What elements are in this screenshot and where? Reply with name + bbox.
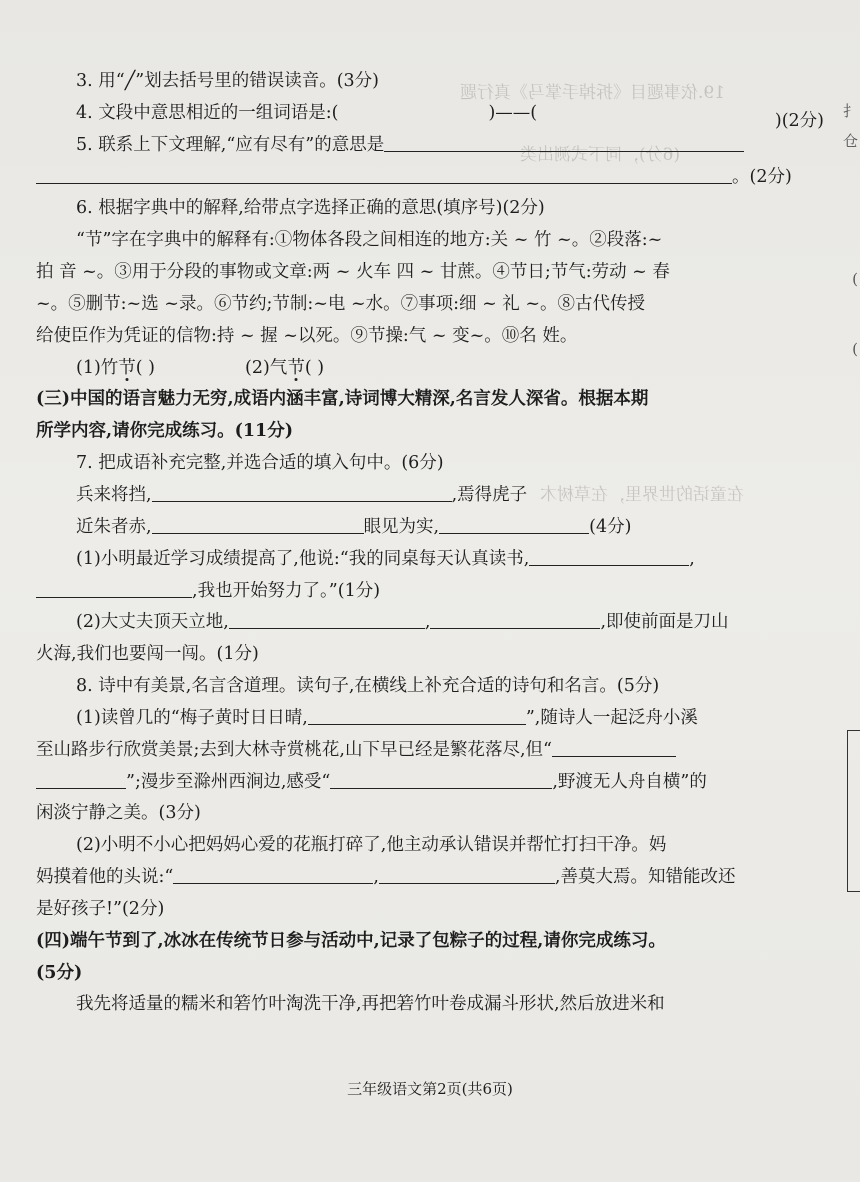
section-4-passage: 我先将适量的糯米和箬竹叶淘洗干净,再把箬竹叶卷成漏斗形状,然后放进米和	[76, 994, 665, 1015]
right-edge-bleed: 扌 仓 ( (	[846, 90, 860, 990]
q8: 8. 诗中有美景,名言含道理。读句子,在横线上补充合适的诗句和名言。(5分)	[76, 676, 660, 697]
q4: 4. 文段中意思相近的一组词语是:( )——( )(2分)	[76, 102, 824, 131]
q7-idiom-2: 近朱者赤, 眼见为实, (4分)	[36, 512, 824, 544]
q6-definitions-line4: 给使臣作为凭证的信物:持 ~ 握 ~以死。⑨节操:气 ~ 变~。⑩名 姓。	[36, 325, 578, 346]
q6: 6. 根据字典中的解释,给带点字选择正确的意思(填序号)(2分)	[76, 198, 545, 219]
answer-blank[interactable]	[430, 609, 600, 629]
q8-sub1-line3: ”;漫步至滁州西涧边,感受“ ,野渡无人舟自横”的	[36, 767, 824, 799]
q7-sub1-continuation: ,我也开始努力了。”(1分)	[36, 576, 824, 608]
answer-blank[interactable]	[384, 131, 744, 151]
answer-blank[interactable]	[173, 864, 373, 884]
q8-sub2-line3: 是好孩子!”(2分)	[36, 898, 165, 919]
answer-blank[interactable]	[529, 545, 689, 565]
q7-sub1: (1)小明最近学习成绩提高了,他说:“我的同桌每天认真读书, ,	[36, 544, 824, 576]
answer-blank[interactable]	[36, 163, 732, 183]
section-3-heading-line2: 所学内容,请你完成练习。(11分)	[36, 421, 294, 442]
q7: 7. 把成语补充完整,并选合适的填入句中。(6分)	[76, 453, 444, 474]
q8-sub1-line2: 至山路步行欣赏美景;去到大林寺赏桃花,山下早已经是繁花落尽,但“	[36, 735, 824, 767]
q6-definitions-line3: ~。⑤删节:~选 ~录。⑥节约;节制:~电 ~水。⑦事项:细 ~ 礼 ~。⑧古代传授	[36, 293, 646, 314]
q8-sub1-line4: 闲淡宁静之美。(3分)	[36, 803, 201, 824]
q7-sub2-continuation: 火海,我们也要闯一闯。(1分)	[36, 644, 259, 665]
bleed-through-text: (6分)，同下式测出类	[520, 145, 681, 165]
q5: 5. 联系上下文理解,“应有尽有”的意思是	[36, 130, 824, 162]
page-footer: 三年级语文第2页(共6页)	[347, 1080, 513, 1098]
bleed-through-text: 19.依事题目《拆掉手掌马》真行题	[460, 83, 726, 103]
answer-blank[interactable]	[379, 864, 555, 884]
q7-idiom-1: 兵来将挡, ,焉得虎子	[36, 480, 824, 512]
q5-continuation: 。(2分)	[36, 162, 824, 194]
answer-blank[interactable]	[229, 609, 425, 629]
answer-blank[interactable]	[152, 482, 452, 502]
exam-content	[36, 66, 824, 1021]
section-3-heading-line1: (三)中国的语言魅力无穷,成语内涵丰富,诗词博大精深,名言发人深省。根据本期	[36, 389, 649, 410]
answer-blank[interactable]	[439, 514, 589, 534]
bleed-through-text: 在童话的世界里，在草树木	[540, 485, 744, 505]
q6-definitions-line2: 拍 音 ~。③用于分段的事物或文章:两 ~ 火车 四 ~ 甘蔗。④节日;节气:劳动 ~ 春	[36, 262, 670, 283]
answer-blank[interactable]	[36, 768, 126, 788]
answer-blank[interactable]	[152, 514, 364, 534]
answer-blank[interactable]	[552, 736, 676, 756]
q6-sub-items: (1)竹节( ) (2)气节( )	[76, 357, 325, 378]
q6-definitions-line1: “节”字在字典中的解释有:①物体各段之间相连的地方:关 ~ 竹 ~。②段落:~	[76, 230, 663, 251]
answer-blank[interactable]	[36, 577, 192, 597]
answer-blank[interactable]	[330, 768, 552, 788]
q8-sub2-line2: 妈摸着他的头说:“ , ,善莫大焉。知错能改还	[36, 862, 824, 894]
section-4-heading-line1: (四)端午节到了,冰冰在传统节日参与活动中,记录了包粽子的过程,请你完成练习。	[36, 930, 666, 951]
q3: 3. 用“╱”划去括号里的错误读音。(3分)	[76, 71, 379, 91]
section-4-heading-line2: (5分)	[36, 962, 83, 983]
answer-blank[interactable]	[308, 705, 526, 725]
q7-sub2: (2)大丈夫顶天立地, , ,即使前面是刀山	[36, 607, 824, 639]
q8-sub2: (2)小明不小心把妈妈心爱的花瓶打碎了,他主动承认错误并帮忙打扫干净。妈	[76, 835, 667, 856]
q8-sub1: (1)读曾几的“梅子黄时日日晴, ”,随诗人一起泛舟小溪	[36, 703, 824, 735]
